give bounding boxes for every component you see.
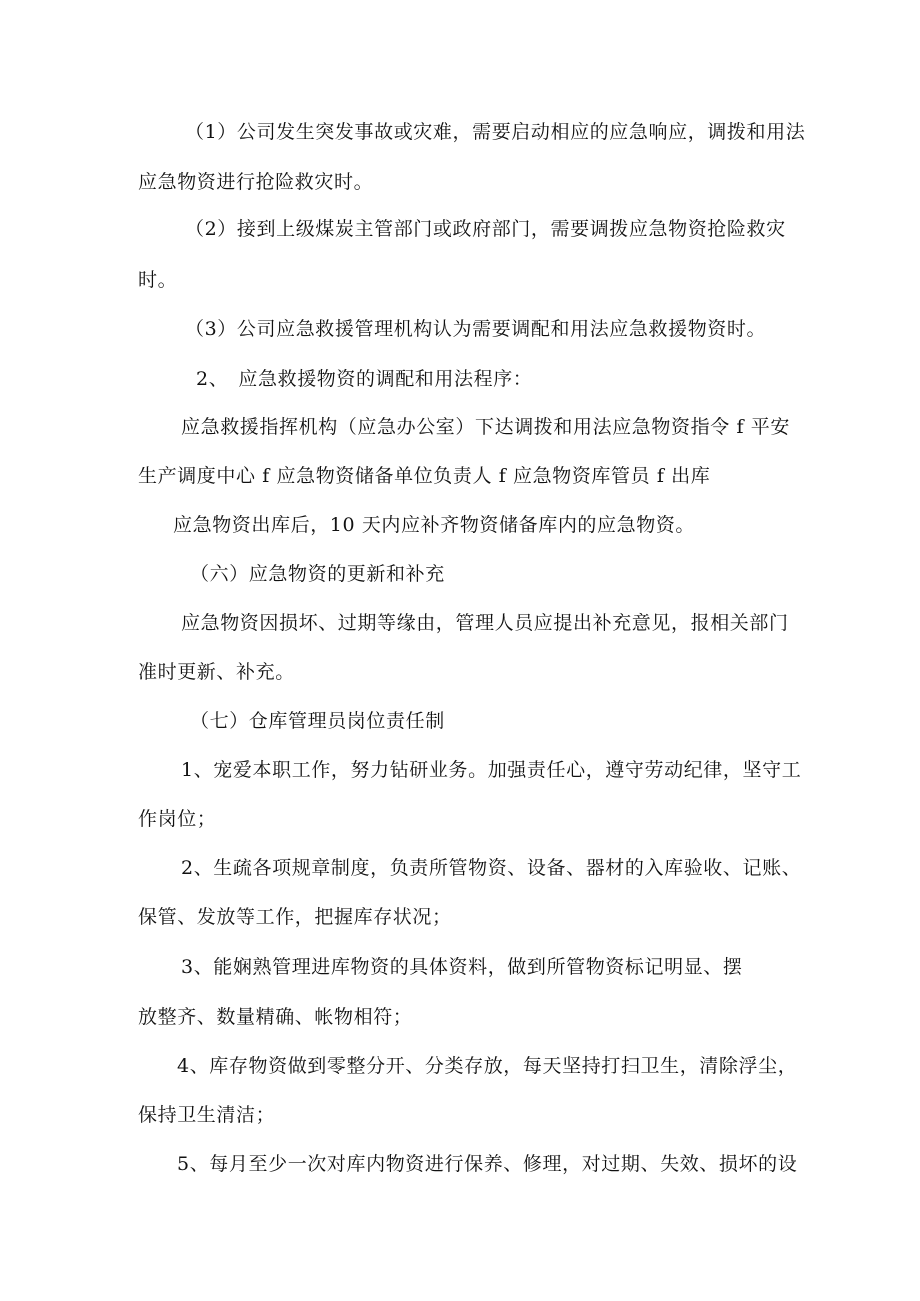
text-line: （六）应急物资的更新和补充 — [190, 563, 445, 585]
text-line: 1、宠爱本职工作，努力钻研业务。加强责任心，遵守劳动纪律，坚守工 — [181, 759, 802, 781]
text-line: （2）接到上级煤炭主管部门或政府部门，需要调拨应急物资抢险救灾 — [185, 218, 786, 240]
text-line: （1）公司发生突发事故或灾难，需要启动相应的应急响应，调拨和用法 — [185, 121, 806, 143]
text-line: （七）仓库管理员岗位责任制 — [190, 710, 445, 732]
text-line: 时。 — [138, 269, 178, 291]
text-line: 应急物资进行抢险救灾时。 — [138, 171, 374, 193]
text-line: 应急物资因损坏、过期等缘由，管理人员应提出补充意见，报相关部门 — [181, 612, 789, 634]
text-line: 4、库存物资做到零整分开、分类存放，每天坚持打扫卫生，清除浮尘， — [177, 1055, 798, 1077]
text-line: 3、能娴熟管理进库物资的具体资料，做到所管物资标记明显、摆 — [181, 956, 743, 978]
text-line: 生产调度中心 f 应急物资储备单位负责人 f 应急物资库管员 f 出库 — [138, 465, 711, 487]
text-line: 放整齐、数量精确、帐物相符； — [138, 1006, 413, 1028]
text-line: 应急物资出库后，10 天内应补齐物资储备库内的应急物资。 — [173, 514, 696, 536]
text-line: 保管、发放等工作，把握库存状况； — [138, 906, 452, 928]
text-line: 2、生疏各项规章制度，负责所管物资、设备、器材的入库验收、记账、 — [181, 857, 802, 879]
text-line: 准时更新、补充。 — [138, 661, 295, 683]
text-line: 应急救援指挥机构（应急办公室）下达调拨和用法应急物资指令 f 平安 — [181, 416, 790, 438]
text-line: 5、每月至少一次对库内物资进行保养、修理，对过期、失效、损坏的设 — [177, 1153, 798, 1175]
text-line: （3）公司应急救援管理机构认为需要调配和用法应急救援物资时。 — [185, 318, 767, 340]
text-line: 作岗位； — [138, 808, 217, 830]
text-line: 保持卫生清洁； — [138, 1104, 276, 1126]
text-line: 2、 应急救援物资的调配和用法程序： — [196, 368, 533, 390]
